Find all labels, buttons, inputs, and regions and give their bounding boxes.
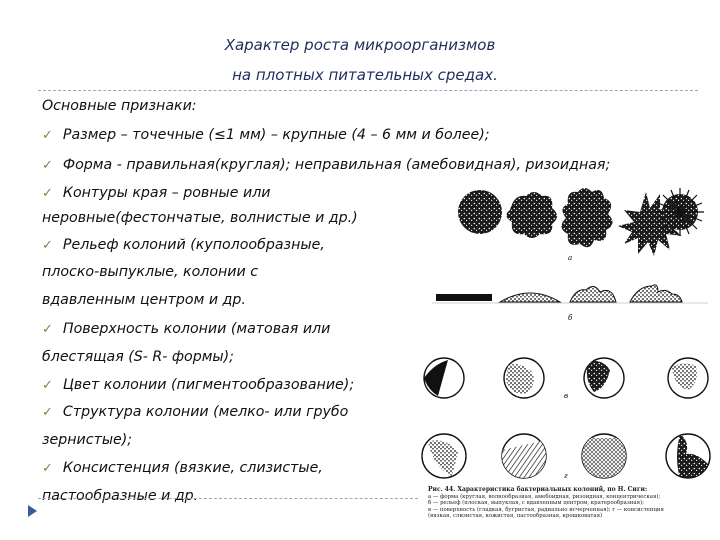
checkmark-icon: ✓ [42, 405, 53, 420]
feature-line [42, 460, 323, 476]
colony-relief-row [432, 285, 708, 303]
slide-title-line-2: на плотных питательных средах. [232, 66, 498, 84]
colony-figure [418, 182, 718, 532]
feature-line-text: Цвет колонии (пигментообразование); [62, 377, 355, 393]
label-d: г [564, 472, 568, 480]
slide-nav-arrow-icon[interactable] [26, 503, 38, 522]
checkmark-icon: ✓ [42, 322, 53, 337]
figure-caption [428, 487, 712, 520]
feature-line [42, 157, 610, 173]
caption-line: (вязкая, слизистая, кожистая, пастообразная, крошковатая) [428, 513, 603, 520]
arrow-icon [26, 504, 38, 518]
feature-line [42, 210, 358, 226]
feature-line-text: пастообразные и др. [42, 488, 199, 504]
feature-line-text: плоско-выпуклые, колонии с [42, 264, 259, 280]
feature-line-text: блестящая (S- R- формы); [42, 349, 234, 365]
feature-line [42, 404, 348, 420]
feature-line [42, 377, 354, 393]
feature-line [42, 237, 325, 253]
checkmark-icon: ✓ [42, 128, 53, 143]
feature-line [42, 321, 330, 337]
feature-line [42, 349, 234, 365]
feature-line [42, 264, 258, 280]
checkmark-icon: ✓ [42, 378, 53, 393]
feature-line-text: Рельеф колоний (куполообразные, [62, 237, 325, 253]
caption-line: а — форма (круглая, волнообразная, амебоидная, ризоидная, концентрическая); [428, 493, 661, 500]
checkmark-icon: ✓ [42, 158, 53, 173]
feature-line-text: Форма - правильная(круглая); неправильная (амебовидная), ризоидная; [62, 157, 611, 173]
intro-text: Основные признаки: [42, 98, 197, 114]
checkmark-icon: ✓ [42, 186, 53, 201]
feature-line-text: Размер – точечные (≤1 мм) – крупные (4 – 6 мм и более); [62, 127, 490, 143]
bottom-divider [38, 498, 418, 499]
feature-line-text: зернистые); [42, 432, 133, 448]
feature-line [42, 127, 490, 143]
feature-line [42, 432, 132, 448]
feature-line [42, 488, 198, 504]
feature-line [42, 292, 246, 308]
colony-illustration [418, 182, 718, 532]
caption-line: в — поверхность (гладкая, бугристая, радиально исчерченная); г — консистенция [428, 506, 664, 513]
feature-line-text: Структура колонии (мелко- или грубо [62, 404, 349, 420]
feature-line-text: Контуры края – ровные или [62, 185, 271, 201]
feature-line [42, 185, 271, 201]
checkmark-icon: ✓ [42, 461, 53, 476]
label-c: в [564, 392, 569, 400]
feature-line-text: неровные(фестончатые, волнистые и др.) [42, 210, 358, 226]
title-divider [38, 90, 698, 91]
feature-line-text: вдавленным центром и др. [42, 292, 246, 308]
checkmark-icon: ✓ [42, 238, 53, 253]
caption-line: б — рельеф (плоская, выпуклая, с вдавленным центром, кратерообразная); [428, 500, 644, 507]
colony-shape-row [458, 188, 704, 256]
label-b: б [568, 314, 573, 322]
feature-line-text: Поверхность колонии (матовая или [62, 321, 331, 337]
slide-title-line-1: Характер роста микроорганизмов [224, 36, 496, 54]
feature-line-text: Консистенция (вязкие, слизистые, [62, 460, 323, 476]
label-a: а [568, 254, 573, 262]
caption-title: Рис. 44. Характеристика бактериальных колоний, по Н. Сиги: [428, 486, 648, 493]
